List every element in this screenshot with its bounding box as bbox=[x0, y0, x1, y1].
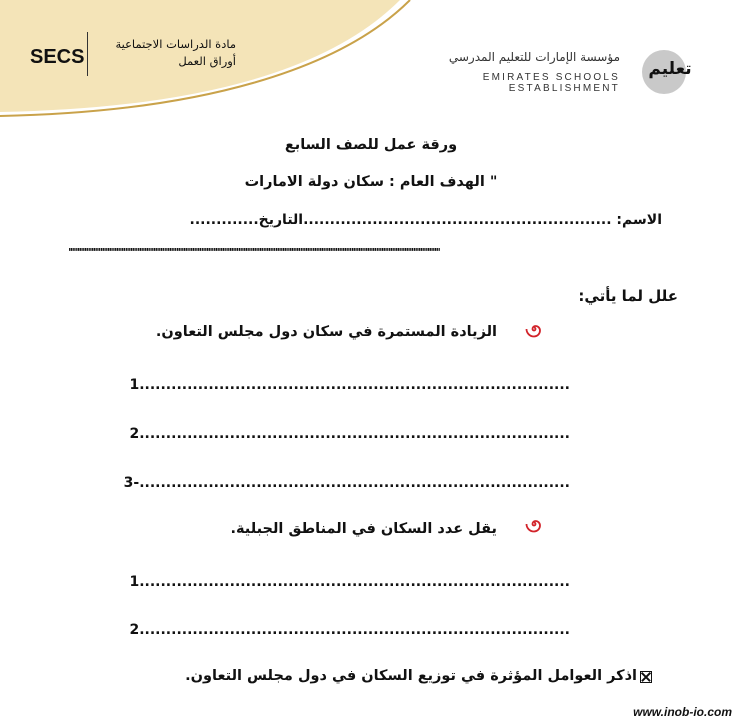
establishment-arabic: مؤسسة الإمارات للتعليم المدرسي bbox=[448, 50, 620, 64]
instruction-label: علل لما يأتي: bbox=[578, 287, 678, 305]
worksheet-goal: " الهدف العام : سكان دولة الامارات bbox=[244, 174, 498, 190]
q1-answer-1[interactable]: 1................................................................................. bbox=[129, 377, 570, 393]
q2-answer-1[interactable]: 1................................................................................. bbox=[129, 574, 570, 590]
spiral-bullet-icon bbox=[525, 320, 543, 338]
question-2: يقل عدد السكان في المناطق الجبلية. bbox=[230, 521, 497, 537]
question-1: الزيادة المستمرة في سكان دول مجلس التعاون. bbox=[155, 324, 497, 340]
taleem-logo bbox=[640, 40, 698, 98]
header-divider bbox=[87, 32, 88, 76]
separator-line: '''''''''''''''''''''''''''''''''''''''''''''''''''''''''''''''''''''''''''''''''''''''''''''''''''''''''''''''''''''''''''''''''''''''''''''''''''''''''''''''''''''''''''''''''''''''''''''''''''''''''''''''''' bbox=[68, 246, 440, 259]
subject-line-1: مادة الدراسات الاجتماعية bbox=[115, 37, 236, 51]
secs-code: SECS bbox=[30, 46, 85, 68]
name-date-line[interactable]: الاسم: ..........................................................التاريخ............. bbox=[189, 212, 662, 228]
q1-answer-3[interactable]: 3-................................................................................. bbox=[123, 475, 570, 491]
question-3: اذكر العوامل المؤثرة في توزيع السكان في دول مجلس التعاون. bbox=[185, 668, 637, 684]
subject-label bbox=[96, 36, 236, 70]
worksheet-title: ورقة عمل للصف السابع bbox=[284, 137, 458, 153]
subject-line-2: أوراق العمل bbox=[178, 54, 236, 68]
q1-answer-2[interactable]: 2................................................................................. bbox=[129, 426, 570, 442]
website-footer[interactable]: www.inob-io.com bbox=[633, 705, 732, 719]
establishment-english: EMIRATES SCHOOLS ESTABLISHMENT bbox=[482, 72, 620, 94]
spiral-bullet-icon bbox=[525, 515, 543, 533]
q2-answer-2[interactable]: 2................................................................................. bbox=[129, 622, 570, 638]
logo-text: تعليم bbox=[648, 59, 692, 79]
checkbox-x-icon bbox=[640, 671, 652, 683]
